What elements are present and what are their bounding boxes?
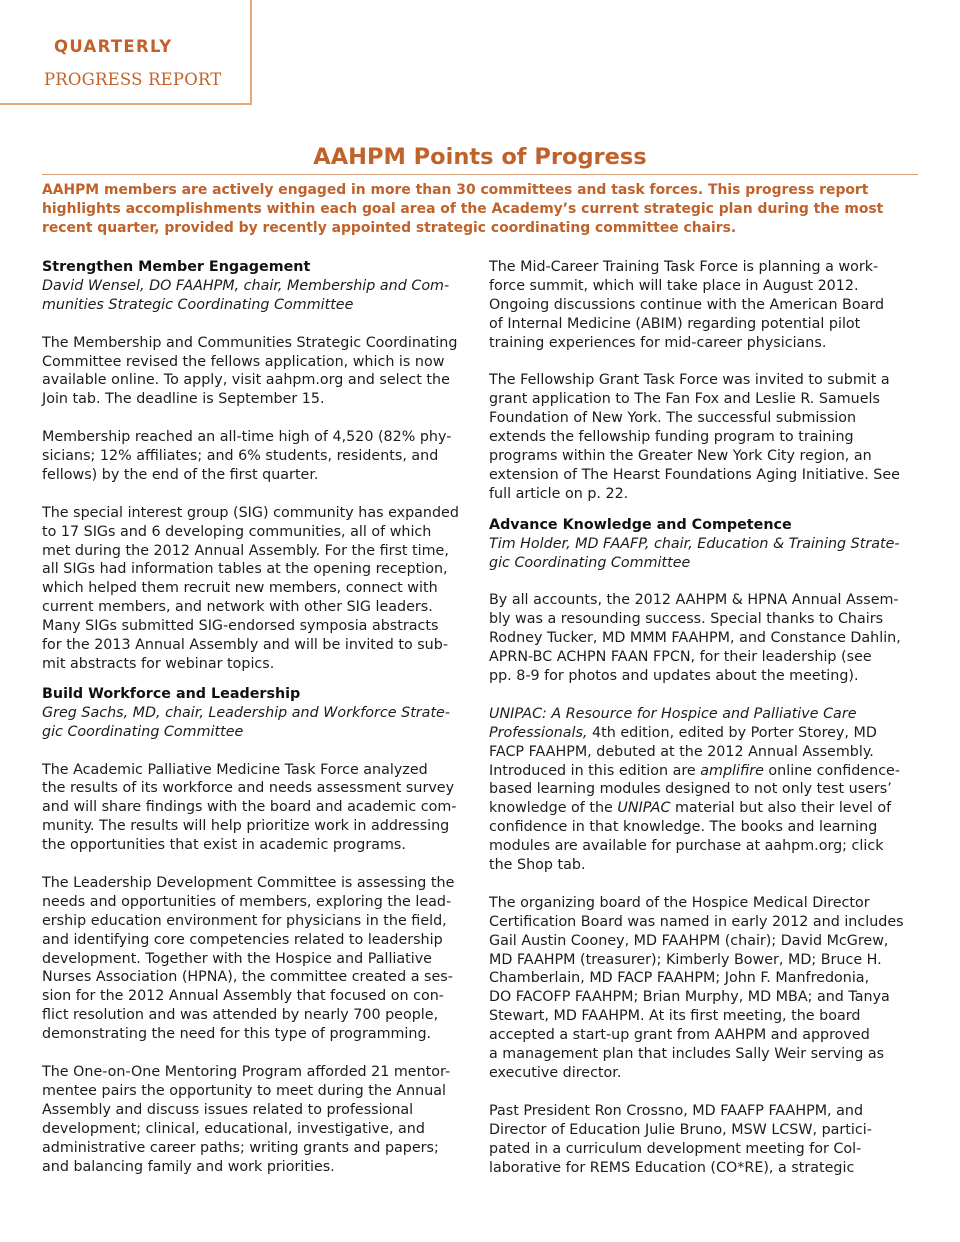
paragraph-line: met during the 2012 Annual Assembly. For the first time,: [42, 542, 449, 559]
paragraph-line: confidence in that knowledge. The books and learning: [489, 819, 878, 836]
paragraph-line: The Fellowship Grant Task Force was invited to submit a: [489, 372, 890, 389]
paragraph-line: Foundation of New York. The successful submission: [489, 410, 857, 427]
paragraph-line: administrative career paths; writing grants and papers;: [42, 1139, 439, 1156]
paragraph-line: Stewart, MD FAAHPM. At its first meeting, the board: [489, 1008, 861, 1025]
paragraph-line: programs within the Greater New York City region, an: [489, 448, 872, 465]
paragraph-line: mentee pairs the opportunity to meet during the Annual: [42, 1082, 446, 1099]
paragraph-line: which helped them recruit new members, connect with: [42, 580, 438, 597]
paragraph-line: modules are available for purchase at aahpm.org; click: [489, 838, 884, 855]
paragraph-line: laborative for REMS Education (CO*RE), a strategic: [489, 1159, 855, 1176]
paragraph-line: Assembly and discuss issues related to professional: [42, 1101, 414, 1118]
masthead: [0, 0, 252, 105]
left-column: [42, 258, 474, 1176]
paragraph-line: full article on p. 22.: [489, 485, 629, 502]
paragraph-line: executive director.: [489, 1065, 622, 1081]
paragraph-line: mit abstracts for webinar topics.: [42, 655, 275, 672]
paragraph-line: The Leadership Development Committee is assessing the: [42, 874, 455, 891]
paragraph-line: The Mid-Career Training Task Force is planning a work-: [489, 259, 879, 275]
paragraph-line: Nurses Association (HPNA), the committee created a ses-: [42, 969, 453, 986]
paragraph-line: needs and opportunities of members, exploring the lead-: [42, 893, 452, 910]
paragraph-line: Many SIGs submitted SIG-endorsed symposia abstracts: [42, 618, 439, 635]
paragraph-line: FACP FAAHPM, debuted at the 2012 Annual Assembly.: [489, 743, 874, 760]
publication-title: Professionals,: [489, 724, 588, 741]
paragraph-line: The One-on-One Mentoring Program afforded 21 mentor-: [42, 1063, 451, 1080]
paragraph-line: development. Together with the Hospice and Palliative: [42, 950, 432, 967]
section-heading-knowledge-competence: Advance Knowledge and Competence: [489, 516, 792, 533]
paragraph-line: Certification Board was named in early 2012 and includes: [489, 913, 904, 930]
intro-line: AAHPM members are actively engaged in more than 30 committees and task forces. This progress report highlights: [42, 182, 869, 217]
paragraph-line: Committee revised the fellows application, which is now: [42, 353, 445, 370]
paragraph-line: extension of The Hearst Foundations Aging Initiative. See: [489, 466, 900, 483]
paragraph-line: to 17 SIGs and 6 developing communities, all of which: [42, 523, 432, 540]
paragraph-text: Introduced in this edition are: [489, 762, 701, 779]
intro-line: accomplishments within each goal area of the Academy’s current strategic plan during the most recent quarter,: [42, 201, 884, 236]
paragraph-line: Chamberlain, MD FACP FAAHPM; John F. Manfredonia,: [489, 970, 870, 987]
byline: David Wensel, DO FAAHPM, chair, Membership and Com-: [42, 277, 450, 294]
paragraph-line: bly was a resounding success. Special thanks to Chairs: [489, 611, 884, 628]
intro-line: provided by recently appointed strategic coordinating committee chairs.: [164, 220, 737, 236]
paragraph-line: and will share findings with the board and academic com-: [42, 799, 457, 816]
byline: Greg Sachs, MD, chair, Leadership and Workforce Strate-: [42, 704, 451, 721]
paragraph-text: material but also their level of: [670, 800, 892, 817]
byline: munities Strategic Coordinating Committee: [42, 296, 354, 313]
paragraph-line: Past President Ron Crossno, MD FAAFP FAAHPM, and: [489, 1102, 864, 1119]
paragraph-line: the Shop tab.: [489, 857, 586, 874]
masthead-progress-report: PROGRESS REPORT: [44, 70, 222, 89]
paragraph-line: the results of its workforce and needs assessment survey: [42, 780, 455, 797]
byline: gic Coordinating Committee: [42, 723, 244, 740]
paragraph-line: Membership reached an all-time high of 4,520 (82% phy-: [42, 429, 452, 446]
masthead-quarterly: QUARTERLY: [54, 37, 173, 56]
paragraph-line: sicians; 12% affiliates; and 6% students, residents, and: [42, 448, 439, 465]
paragraph-line: sion for the 2012 Annual Assembly that focused on con-: [42, 988, 444, 1005]
paragraph-line: ership education environment for physicians in the field,: [42, 912, 447, 929]
paragraph-line: Join tab. The deadline is September 15.: [42, 391, 325, 408]
paragraph-line: The Academic Palliative Medicine Task Force analyzed: [42, 761, 428, 778]
publication-title: UNIPAC: A Resource for Hospice and Palliative Care: [489, 705, 857, 722]
paragraph-line: flict resolution and was attended by nearly 700 people,: [42, 1007, 439, 1024]
byline: Tim Holder, MD FAAFP, chair, Education & Training Strate-: [489, 535, 900, 552]
section-heading-workforce-leadership: Build Workforce and Leadership: [42, 685, 301, 702]
paragraph-line: [489, 724, 921, 743]
paragraph-line: pp. 8-9 for photos and updates about the meeting).: [489, 668, 859, 684]
paragraph-line: The organizing board of the Hospice Medical Director: [489, 894, 870, 911]
publication-title: UNIPAC: [617, 800, 671, 817]
paragraph-line: extends the fellowship funding program to training: [489, 429, 854, 446]
paragraph-line: [489, 799, 921, 818]
paragraph-line: The special interest group (SIG) community has expanded: [42, 504, 459, 521]
paragraph-line: Director of Education Julie Bruno, MSW LCSW, partici-: [489, 1121, 872, 1138]
paragraph-line: By all accounts, the 2012 AAHPM & HPNA Annual Assem-: [489, 592, 899, 609]
paragraph-line: development; clinical, educational, investigative, and: [42, 1120, 425, 1137]
paragraph-line: for the 2013 Annual Assembly and will be invited to sub-: [42, 637, 448, 654]
paragraph-line: demonstrating the need for this type of programming.: [42, 1026, 432, 1043]
paragraph-line: all SIGs had information tables at the opening reception,: [42, 561, 448, 578]
paragraph-line: The Membership and Communities Strategic Coordinating: [42, 334, 458, 351]
paragraph-text: knowledge of the: [489, 800, 618, 817]
paragraph-line: APRN-BC ACHPN FAAN FPCN, for their leadership (see: [489, 649, 872, 666]
paragraph-line: and identifying core competencies related to leadership: [42, 931, 443, 948]
section-heading-member-engagement: Strengthen Member Engagement: [42, 259, 311, 275]
paragraph-line: Gail Austin Cooney, MD FAAHPM (chair); David McGrew,: [489, 932, 889, 949]
paragraph-line: the opportunities that exist in academic programs.: [42, 837, 406, 854]
paragraph-line: munity. The results will help prioritize work in addressing: [42, 818, 450, 835]
right-column: [489, 258, 921, 1177]
paragraph-line: and balancing family and work priorities.: [42, 1158, 335, 1175]
paragraph-line: current members, and network with other SIG leaders.: [42, 599, 433, 616]
paragraph-line: MD FAAHPM (treasurer); Kimberly Bower, MD; Bruce H.: [489, 951, 882, 968]
paragraph-line: based learning modules designed to not only test users’: [489, 781, 892, 798]
paragraph-line: of Internal Medicine (ABIM) regarding potential pilot: [489, 315, 861, 332]
paragraph-line: [489, 762, 921, 781]
paragraph-line: fellows) by the end of the first quarter.: [42, 466, 319, 483]
intro-paragraph: [42, 181, 922, 238]
product-name: amplifire: [700, 762, 764, 779]
paragraph-text: online confidence-: [763, 762, 901, 779]
paragraph-line: training experiences for mid-career physicians.: [489, 334, 827, 351]
paragraph-line: Rodney Tucker, MD MMM FAAHPM, and Constance Dahlin,: [489, 630, 901, 647]
byline: gic Coordinating Committee: [489, 554, 691, 571]
title-divider: [42, 174, 918, 175]
paragraph-text: 4th edition, edited by Porter Storey, MD: [587, 724, 877, 741]
paragraph-line: available online. To apply, visit aahpm.org and select the: [42, 372, 450, 389]
paragraph-line: accepted a start-up grant from AAHPM and approved: [489, 1027, 870, 1044]
paragraph-line: Ongoing discussions continue with the American Board: [489, 296, 885, 313]
paragraph-line: grant application to The Fan Fox and Leslie R. Samuels: [489, 391, 880, 408]
paragraph-line: pated in a curriculum development meeting for Col-: [489, 1140, 862, 1157]
paragraph-line: a management plan that includes Sally Weir serving as: [489, 1046, 885, 1063]
article-title: AAHPM Points of Progress: [313, 144, 647, 170]
paragraph-line: force summit, which will take place in August 2012.: [489, 277, 859, 294]
paragraph-line: DO FACOFP FAAHPM; Brian Murphy, MD MBA; and Tanya: [489, 989, 890, 1006]
